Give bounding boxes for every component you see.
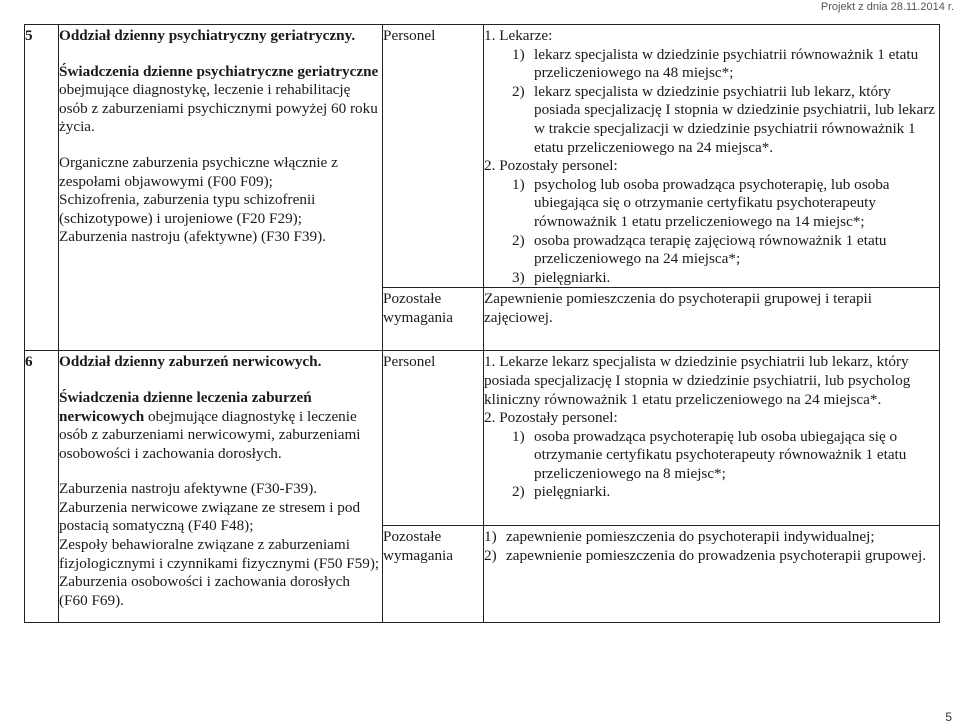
list-item: 1) osoba prowadząca psychoterapię lub osoba ubiegająca się o otrzymanie certyfikatu psychoterapeuty równoważnik 1 etatu przeliczeniowego na 8 miejsc*; bbox=[512, 427, 907, 482]
list-item: 2) pielęgniarki. bbox=[512, 483, 611, 501]
other-requirements-list bbox=[484, 528, 939, 565]
table-row bbox=[25, 351, 940, 526]
section-number: 6 bbox=[25, 351, 59, 623]
doctors-heading: 1. Lekarze bbox=[484, 353, 549, 371]
services-scope: obejmujące diagnostykę, leczenie i rehabilitację osób z zaburzeniami psychicznymi powyżej 60 roku życia. bbox=[59, 81, 378, 136]
doctors-list bbox=[512, 46, 939, 158]
other-requirements bbox=[484, 526, 940, 623]
other-staff-heading: 2. Pozostały personel: bbox=[484, 409, 618, 427]
disorder-item: Zaburzenia nastroju (afektywne) (F30 F39). bbox=[59, 228, 326, 246]
personnel-requirements bbox=[484, 25, 940, 288]
disorder-item: Zaburzenia osobowości i zachowania dorosłych (F60 F69). bbox=[59, 573, 350, 609]
document-header: Projekt z dnia 28.11.2014 r. bbox=[820, 1, 954, 13]
other-staff-heading: 2. Pozostały personel: bbox=[484, 157, 618, 175]
disorder-item: Schizofrenia, zaburzenia typu schizofrenii (schizotypowe) i urojeniowe (F20 F29); bbox=[59, 191, 316, 227]
section-description bbox=[59, 25, 383, 351]
category-personnel: Personel bbox=[383, 25, 484, 288]
section-title: Oddział dzienny zaburzeń nerwicowych. bbox=[59, 353, 322, 371]
disorder-item: Zaburzenia nerwicowe związane ze stresem i pod postacią somatyczną (F40 F48); bbox=[59, 498, 361, 535]
services-name: Świadczenia dzienne leczenia zaburzeń nerwicowych bbox=[59, 388, 312, 425]
doctors-paragraph bbox=[484, 353, 939, 409]
disorder-item: Zaburzenia nastroju afektywne (F30-F39). bbox=[59, 480, 318, 498]
section-number: 5 bbox=[25, 25, 59, 351]
list-item: 2) zapewnienie pomieszczenia do prowadzenia psychoterapii grupowej. bbox=[484, 546, 927, 564]
table-row bbox=[25, 25, 940, 288]
services-scope: obejmujące diagnostykę i leczenie osób z zaburzeniami nerwicowymi, zaburzeniami osobowości i zachowania dorosłych. bbox=[59, 407, 361, 462]
page-number: 5 bbox=[945, 710, 952, 724]
list-item: 3) pielęgniarki. bbox=[512, 268, 611, 286]
list-item: 1) zapewnienie pomieszczenia do psychoterapii indywidualnej; bbox=[484, 528, 875, 546]
disorder-item: Organiczne zaburzenia psychiczne włącznie z zespołami objawowymi (F00 F09); bbox=[59, 153, 338, 190]
doctors-heading: 1. Lekarze: bbox=[484, 27, 553, 44]
disorder-item: Zespoły behawioralne związane z zaburzeniami fizjologicznymi i czynnikami fizycznymi (F50 F59); bbox=[59, 536, 380, 572]
category-personnel: Personel bbox=[383, 351, 484, 526]
doctors-text: lekarz specjalista w dziedzinie psychiatrii lub lekarz, który posiada specjalizację I stopnia w dziedzinie psychiatrii, lub psycholog kliniczny równoważnik 1 etatu przeliczeniowego na 24 miejsca*. bbox=[484, 353, 911, 408]
section-title: Oddział dzienny psychiatryczny geriatryczny. bbox=[59, 27, 356, 44]
list-item: 1) psycholog lub osoba prowadząca psychoterapię, lub osoba ubiegająca się o otrzymanie certyfikatu psychoterapeuty równoważnik 1 etatu przeliczeniowego na 14 miejsc*; bbox=[512, 175, 890, 230]
other-requirements: Zapewnienie pomieszczenia do psychoterapii grupowej i terapii zajęciowej. bbox=[484, 288, 940, 351]
list-item: 2) lekarz specjalista w dziedzinie psychiatrii lub lekarz, który posiada specjalizację I stopnia w dziedzinie psychiatrii, lub lekarz w trakcie specjalizacji w dziedzinie psychiatrii równoważnik 1 etatu przeliczeniowego na 24 miejsca*. bbox=[512, 82, 936, 156]
services-name: Świadczenia dzienne psychiatryczne geriatryczne bbox=[59, 62, 379, 80]
services-paragraph bbox=[59, 63, 382, 137]
section-description bbox=[59, 351, 383, 623]
list-item: 1) lekarz specjalista w dziedzinie psychiatrii równoważnik 1 etatu przeliczeniowego na 48 miejsc*; bbox=[512, 45, 919, 82]
other-staff-list bbox=[512, 176, 939, 288]
requirements-table bbox=[24, 24, 940, 623]
category-other-requirements: Pozostałe wymagania bbox=[383, 288, 484, 351]
other-staff-list bbox=[512, 428, 939, 502]
services-paragraph bbox=[59, 389, 382, 463]
personnel-requirements bbox=[484, 351, 940, 526]
list-item: 2) osoba prowadząca terapię zajęciową równoważnik 1 etatu przeliczeniowego na 24 miejsca*; bbox=[512, 231, 887, 268]
category-other-requirements: Pozostałe wymagania bbox=[383, 526, 484, 623]
